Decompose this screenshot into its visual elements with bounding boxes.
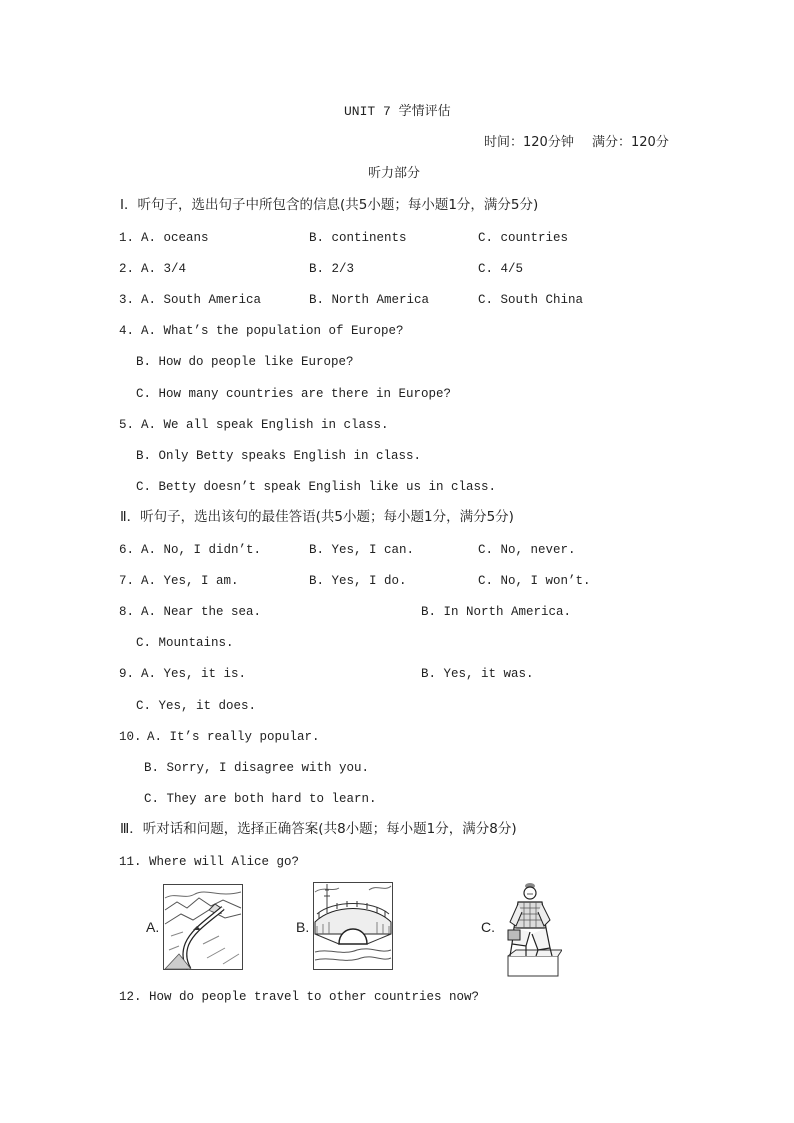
q11-label-b: B. bbox=[296, 919, 310, 935]
q2-number: 2. bbox=[119, 262, 135, 276]
q6-option-a: A. No, I didn’t. bbox=[141, 543, 262, 557]
q3-option-a: A. South America bbox=[141, 293, 262, 307]
page-title: UNIT 7 学情评估 bbox=[344, 104, 451, 119]
q12-question: 12. How do people travel to other countries now? bbox=[119, 990, 480, 1004]
q3-option-b: B. North America bbox=[309, 293, 430, 307]
q8-option-c: C. Mountains. bbox=[136, 636, 234, 650]
q5-option-a: A. We all speak English in class. bbox=[141, 418, 389, 432]
q1-number: 1. bbox=[119, 231, 135, 245]
q10-option-a: A. It’s really popular. bbox=[147, 730, 320, 744]
q5-option-b: B. Only Betty speaks English in class. bbox=[136, 449, 422, 463]
q2-option-c: C. 4/5 bbox=[478, 262, 524, 276]
q9-option-b: B. Yes, it was. bbox=[421, 667, 534, 681]
q7-number: 7. bbox=[119, 574, 135, 588]
q5-number: 5. bbox=[119, 418, 135, 432]
q7-option-b: B. Yes, I do. bbox=[309, 574, 407, 588]
q1-option-b: B. continents bbox=[309, 231, 407, 245]
q2-option-b: B. 2/3 bbox=[309, 262, 355, 276]
q9-option-a: A. Yes, it is. bbox=[141, 667, 247, 681]
q4-option-c: C. How many countries are there in Europe? bbox=[136, 387, 452, 401]
q8-option-a: A. Near the sea. bbox=[141, 605, 262, 619]
q10-option-b: B. Sorry, I disagree with you. bbox=[144, 761, 370, 775]
q4-option-a: A. What’s the population of Europe? bbox=[141, 324, 404, 338]
q4-number: 4. bbox=[119, 324, 135, 338]
great-wall-picture bbox=[163, 884, 243, 970]
q3-option-c: C. South China bbox=[478, 293, 584, 307]
time-limit: 时间：120分钟 bbox=[484, 135, 574, 150]
q11-label-c: C. bbox=[481, 919, 495, 935]
q3-number: 3. bbox=[119, 293, 135, 307]
q4-option-b: B. How do people like Europe? bbox=[136, 355, 354, 369]
section-1-heading: Ⅰ．听句子，选出句子中所包含的信息(共5小题；每小题1分，满分5分) bbox=[120, 197, 539, 213]
q10-number: 10. bbox=[119, 730, 142, 744]
q7-option-c: C. No, I won’t. bbox=[478, 574, 591, 588]
section-2-heading: Ⅱ．听句子，选出该句的最佳答语(共5小题；每小题1分，满分5分) bbox=[120, 509, 514, 525]
q6-number: 6. bbox=[119, 543, 135, 557]
q9-option-c: C. Yes, it does. bbox=[136, 699, 257, 713]
terracotta-warrior-picture bbox=[500, 878, 562, 978]
q5-option-c: C. Betty doesn’t speak English like us in class. bbox=[136, 480, 497, 494]
full-score: 满分：120分 bbox=[592, 135, 669, 150]
q1-option-a: A. oceans bbox=[141, 231, 209, 245]
q9-number: 9. bbox=[119, 667, 135, 681]
q11-label-a: A. bbox=[146, 919, 160, 935]
q1-option-c: C. countries bbox=[478, 231, 569, 245]
part-title: 听力部分 bbox=[368, 166, 421, 181]
q10-option-c: C. They are both hard to learn. bbox=[144, 792, 377, 806]
q6-option-c: C. No, never. bbox=[478, 543, 576, 557]
q11-question: 11. Where will Alice go? bbox=[119, 855, 300, 869]
q2-option-a: A. 3/4 bbox=[141, 262, 187, 276]
section-3-heading: Ⅲ．听对话和问题，选择正确答案(共8小题；每小题1分，满分8分) bbox=[120, 821, 517, 837]
q7-option-a: A. Yes, I am. bbox=[141, 574, 239, 588]
arch-bridge-picture bbox=[313, 882, 393, 970]
q8-number: 8. bbox=[119, 605, 135, 619]
q6-option-b: B. Yes, I can. bbox=[309, 543, 415, 557]
q8-option-b: B. In North America. bbox=[421, 605, 572, 619]
